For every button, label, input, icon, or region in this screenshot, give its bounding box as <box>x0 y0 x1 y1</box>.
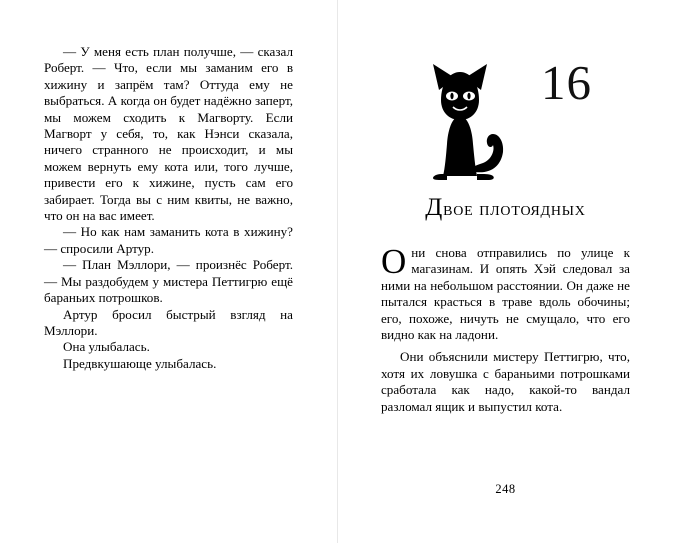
chapter-title-first-letter: Д <box>425 194 444 221</box>
opening-paragraph <box>381 242 630 343</box>
left-page-text <box>44 44 293 372</box>
chapter-number: 16 <box>541 55 592 110</box>
paragraph: Артур бросил быстрый взгляд на Мэллори. <box>44 306 293 338</box>
drop-cap: О <box>381 242 407 281</box>
paragraph: Она улыбалась. <box>63 339 150 355</box>
page-number: 248 <box>495 482 516 496</box>
black-cat-illustration <box>403 56 523 186</box>
right-page <box>337 0 674 543</box>
chapter-title-rest: вое плотоядных <box>443 199 586 220</box>
paragraph: Они объяснили мистеру Петтигрю, что, хотя их ловушка с бараньими потрошками сработала как надо, какой-то вандал разломал ящик и выпустил кота. <box>381 349 630 414</box>
paragraph: — У меня есть план получше, — сказал Роберт. — Что, если мы заманим его в хижину и запрём там? Оттуда ему не выбраться. А когда он будет надёжно заперт, мы можем сходить к Магворту. Если Магворт у себя, то, как Нэнси сказала, ничего странного не происходит, и мы можем вернуть ему кота или, того лучше, привести его к хижине, пусть сам его забирает. Тогда вы с ним квиты, не важно, что он на вас имеет. <box>44 44 293 224</box>
paragraph: — План Мэллори, — произнёс Роберт. — Мы раздобудем у мистера Петтигрю ещё бараньих потрошков. <box>44 257 293 306</box>
chapter-header <box>381 44 630 219</box>
paragraph: Предвкушающе улыбалась. <box>63 355 217 371</box>
paragraph: — Но как нам заманить кота в хижину? — спросили Артур. <box>44 224 293 256</box>
paragraph: ни снова отправились по улице к магазинам. И опять Хэй следовал за ними на небольшом расстоянии. Он даже не пытался красться в траве вдоль обочины; его, похоже, ничуть не смущало, что его видно как на ладони. <box>381 245 630 343</box>
chapter-title <box>381 194 630 222</box>
